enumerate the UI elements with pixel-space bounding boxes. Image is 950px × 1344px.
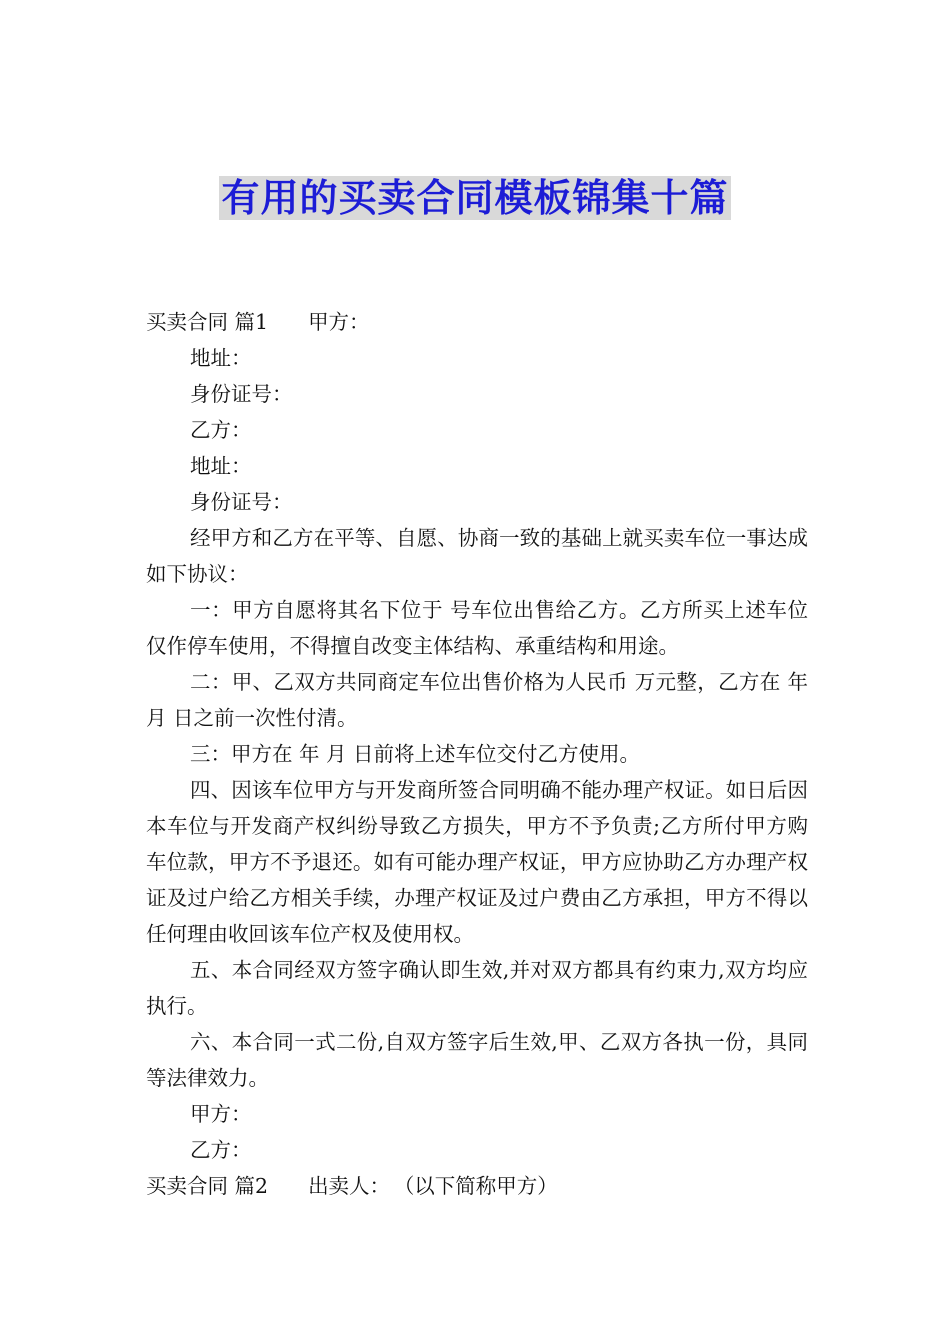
clause-2: 二：甲、乙双方共同商定车位出售价格为人民币 万元整，乙方在 年 月 日之前一次性付清。: [146, 670, 808, 730]
contract-2-heading: 买卖合同 篇2: [146, 1174, 269, 1198]
seller-note: （以下简称甲方）: [404, 1174, 558, 1198]
id-number-line: 身份证号：: [190, 490, 293, 514]
contract-1-heading-line: [146, 304, 808, 340]
contract-1-heading: 买卖合同 篇1: [146, 310, 269, 334]
title-container: [0, 176, 950, 220]
signature-party-a: 甲方：: [190, 1102, 252, 1126]
agreement-intro: 经甲方和乙方在平等、自愿、协商一致的基础上就买卖车位一事达成如下协议：: [146, 526, 808, 586]
address-line: 地址：: [190, 454, 252, 478]
clause-4: 四、因该车位甲方与开发商所签合同明确不能办理产权证。如日后因本车位与开发商产权纠纷导致乙方损失，甲方不予负责;乙方所付甲方购车位款，甲方不予退还。如有可能办理产权证，甲方应协助乙方办理产权证及过户给乙方相关手续，办理产权证及过户费由乙方承担，甲方不得以任何理由收回该车位产权及使用权。: [146, 778, 808, 946]
clause-5: 五、本合同经双方签字确认即生效,并对双方都具有约束力,双方均应执行。: [146, 958, 808, 1018]
document-body: [146, 304, 808, 1204]
party-a-label: 甲方：: [308, 310, 370, 334]
address-line: 地址：: [190, 346, 252, 370]
contract-2-heading-line: [146, 1168, 808, 1204]
signature-party-b: 乙方：: [190, 1138, 252, 1162]
party-b-line: 乙方：: [190, 418, 252, 442]
clause-3: 三：甲方在 年 月 日前将上述车位交付乙方使用。: [190, 742, 641, 766]
document-title: 有用的买卖合同模板锦集十篇: [221, 176, 729, 220]
seller-label: 出卖人：: [308, 1174, 391, 1198]
clause-1: 一：甲方自愿将其名下位于 号车位出售给乙方。乙方所买上述车位仅作停车使用，不得擅自改变主体结构、承重结构和用途。: [146, 598, 808, 658]
clause-6: 六、本合同一式二份,自双方签字后生效,甲、乙双方各执一份，具同等法律效力。: [146, 1030, 808, 1090]
id-number-line: 身份证号：: [190, 382, 293, 406]
